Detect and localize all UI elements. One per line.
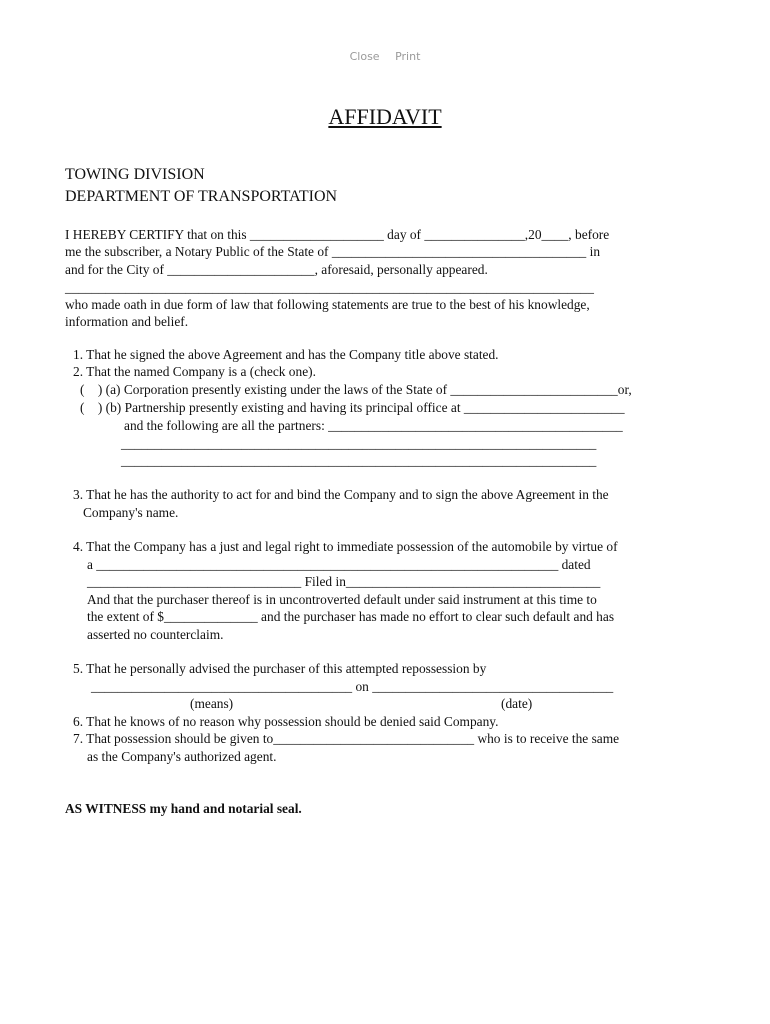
certify-line-2: me the subscriber, a Notary Public of the State of ______________________________________ in <box>65 244 601 259</box>
certify-line-4: _______________________________________________________________________________ <box>65 280 594 295</box>
list-item-cont: Company's name. <box>83 505 179 520</box>
header-division: TOWING DIVISION <box>65 166 205 183</box>
list-item-cont: And that the purchaser thereof is in uncontroverted default under said instrument at this time to <box>87 592 597 607</box>
certify-line-6: information and belief. <box>65 314 189 329</box>
list-item: 7. That possession should be given to______________________________ who is to receive the same <box>73 731 620 746</box>
partners-line: and the following are all the partners: ____________________________________________ <box>124 418 623 433</box>
certify-line-3: and for the City of ______________________, aforesaid, personally appeared. <box>65 262 488 277</box>
list-item-cont: a _____________________________________________________________________ dated <box>87 557 591 572</box>
header-department: DEPARTMENT OF TRANSPORTATION <box>65 188 338 205</box>
partners-blank-1: _______________________________________________________________________ <box>121 436 597 451</box>
date-caption: (date) <box>501 696 533 711</box>
list-item: 1. That he signed the above Agreement and has the Company title above stated. <box>73 347 499 362</box>
list-item-cont: as the Company's authorized agent. <box>87 749 277 764</box>
list-item-cont: ________________________________ Filed in______________________________________ <box>87 574 601 589</box>
list-item: 6. That he knows of no reason why possession should be denied said Company. <box>73 714 499 729</box>
list-item: 3. That he has the authority to act for and bind the Company and to sign the above Agreement in the <box>73 487 609 502</box>
list-item-cont: the extent of $______________ and the purchaser has made no effort to clear such default and has <box>87 609 615 624</box>
certify-line-1: I HEREBY CERTIFY that on this ____________________ day of _______________,20____, before <box>65 227 610 242</box>
list-item: 4. That the Company has a just and legal right to immediate possession of the automobile by virtue of <box>73 539 618 554</box>
certify-line-5: who made oath in due form of law that following statements are true to the best of his knowledge, <box>65 297 590 312</box>
witness-line: AS WITNESS my hand and notarial seal. <box>65 801 302 816</box>
close-link[interactable]: Close <box>349 50 380 63</box>
list-item-cont: asserted no counterclaim. <box>87 627 224 642</box>
checkbox-partnership: ( ) (b) Partnership presently existing and having its principal office at ________________________ <box>80 400 625 415</box>
list-item: 5. That he personally advised the purchaser of this attempted repossession by <box>73 661 487 676</box>
document-toolbar <box>0 50 770 63</box>
document-title: AFFIDAVIT <box>328 104 442 129</box>
partners-blank-2: _______________________________________________________________________ <box>121 453 597 468</box>
list-item: 2. That the named Company is a (check one). <box>73 364 316 379</box>
means-caption: (means) <box>190 696 234 711</box>
print-link[interactable]: Print <box>395 50 421 63</box>
checkbox-corporation: ( ) (a) Corporation presently existing under the laws of the State of _________________________or, <box>80 382 632 397</box>
list-item-cont: _______________________________________ on ____________________________________ <box>91 679 614 694</box>
